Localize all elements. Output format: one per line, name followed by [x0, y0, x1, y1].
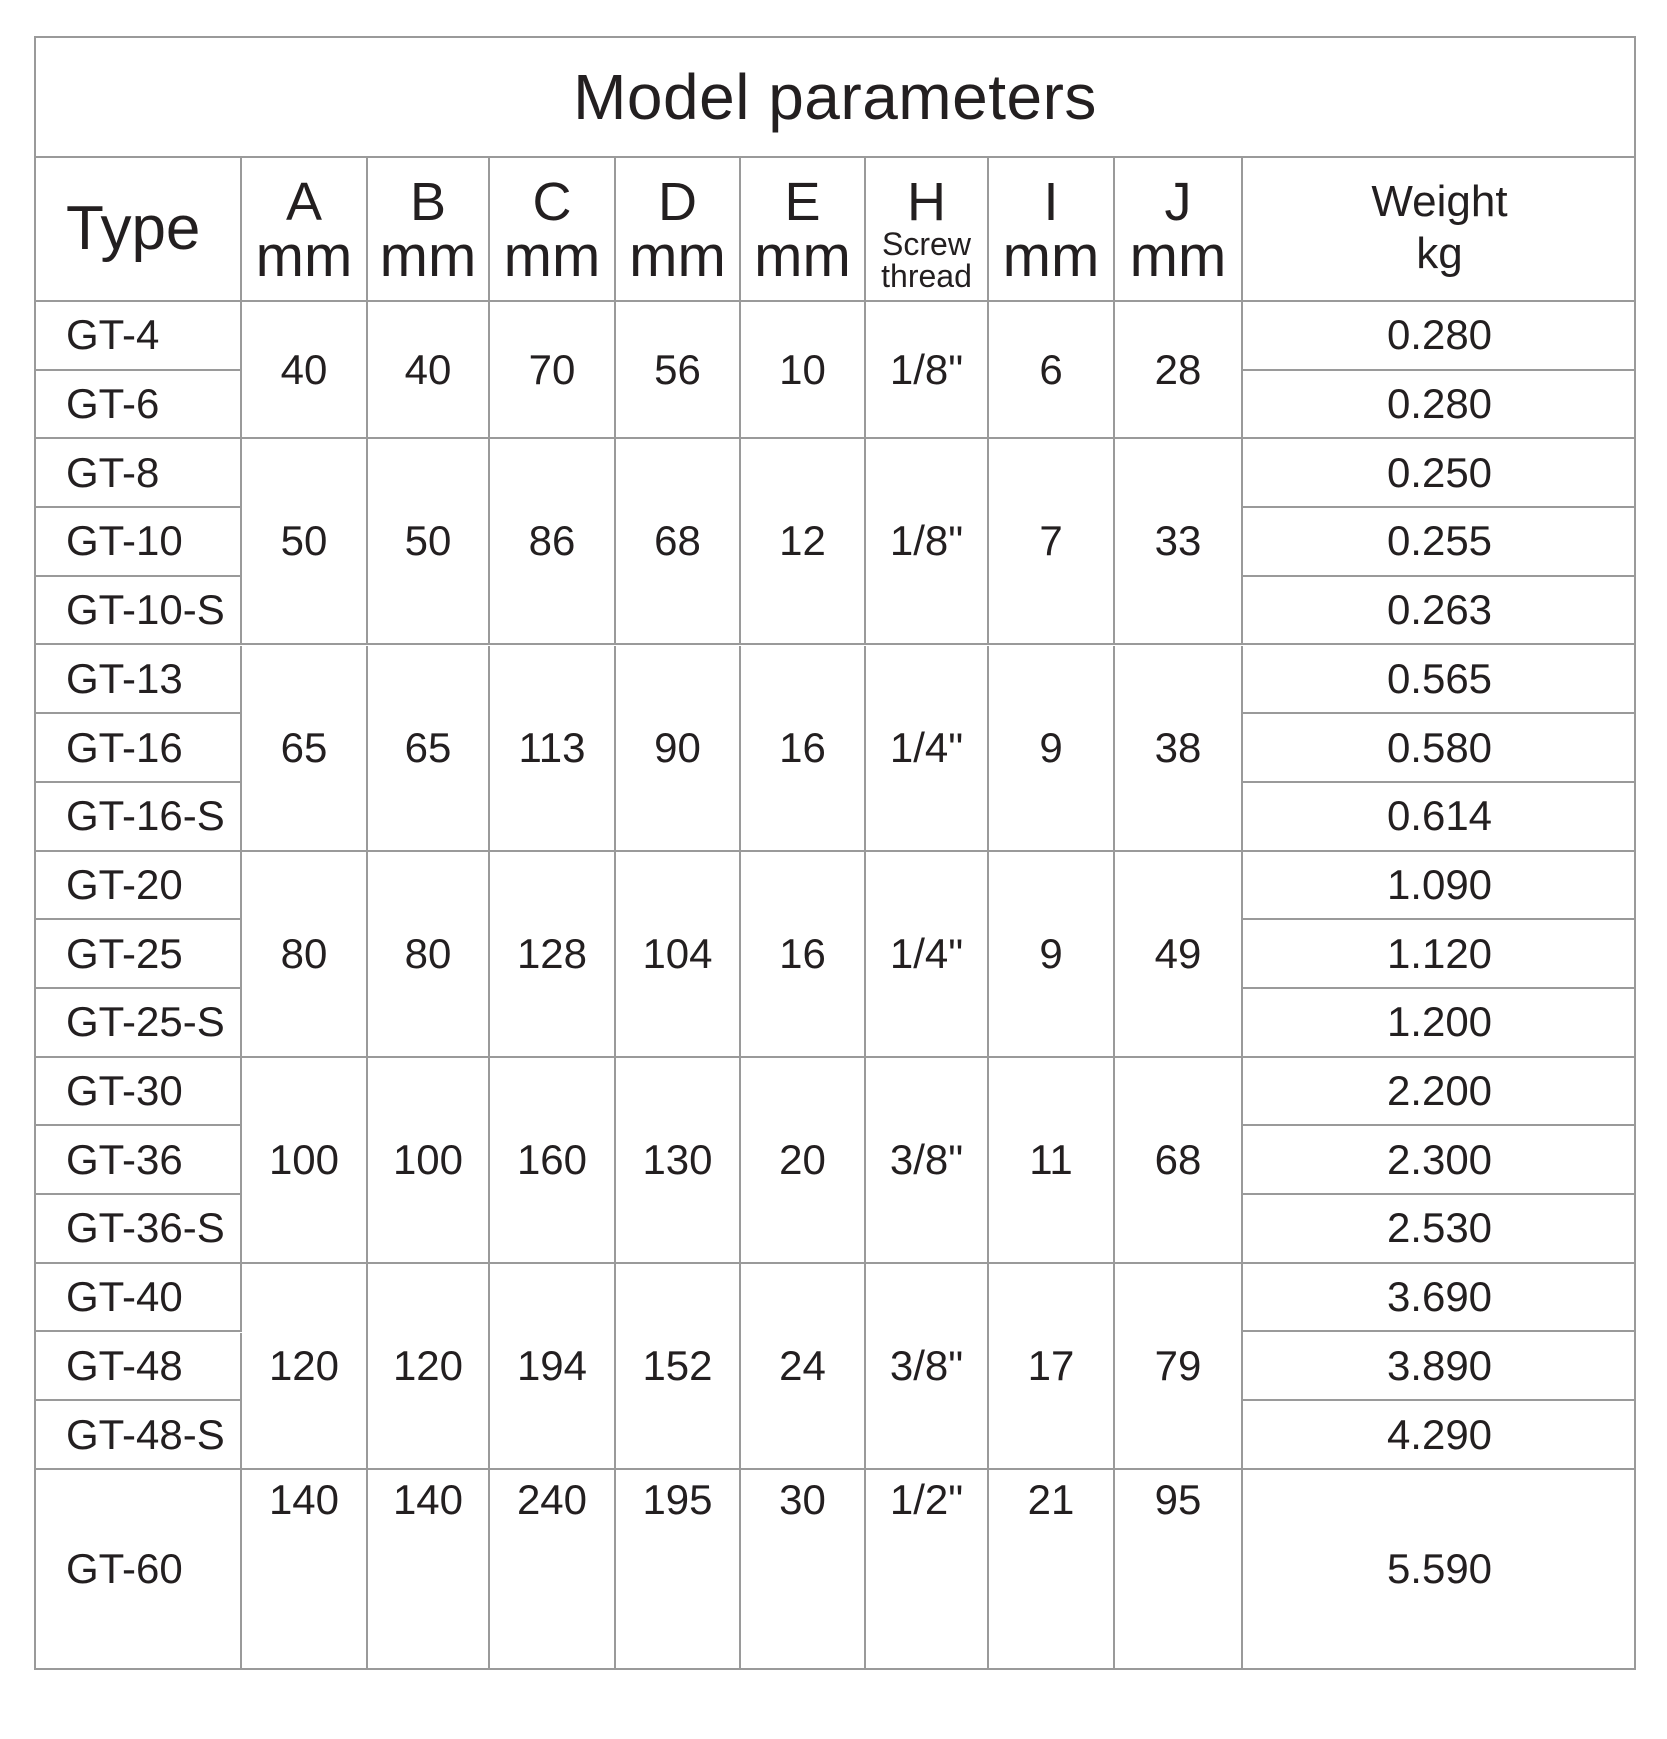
- header-subtext: Screw: [882, 226, 971, 262]
- header-e: [741, 156, 866, 302]
- value-cell-a: 100: [242, 1058, 368, 1264]
- weight-cell: 0.280: [1243, 371, 1636, 440]
- header-unit: mm: [255, 224, 353, 289]
- value-cell-h: 1/4": [866, 646, 989, 852]
- weight-cell: 5.590: [1386, 1544, 1493, 1592]
- value-cell-d: 130: [616, 1058, 741, 1264]
- value-cell-e: 10: [741, 302, 866, 439]
- type-cell: GT-10-S: [36, 577, 242, 646]
- weight-cell: 0.565: [1243, 646, 1636, 715]
- value-cell-i: 11: [989, 1058, 1115, 1264]
- type-cell: GT-10: [36, 508, 242, 577]
- value-cell-e: 16: [741, 852, 866, 1058]
- header-h: [866, 156, 989, 302]
- value-cell-j: 38: [1115, 646, 1243, 852]
- type-cell: GT-36-S: [36, 1195, 242, 1264]
- value-cell-a: 50: [242, 439, 368, 645]
- header-letter: C: [532, 172, 572, 232]
- value-cell-h: 3/8": [866, 1264, 989, 1470]
- value-cell-j: 28: [1115, 302, 1243, 439]
- type-cell: GT-20: [36, 852, 242, 921]
- value-cell-b: 40: [368, 302, 490, 439]
- value-cell-i: 9: [989, 852, 1115, 1058]
- type-cell: GT-48: [36, 1333, 242, 1402]
- weight-cell: 1.090: [1243, 852, 1636, 921]
- type-cell: GT-25: [36, 920, 242, 989]
- value-cell-c: 128: [490, 852, 616, 1058]
- header-letter: B: [409, 172, 447, 232]
- header-d: [616, 156, 741, 302]
- table-title: Model parameters: [573, 61, 1097, 133]
- value-cell-c: 86: [490, 439, 616, 645]
- value-cell-h: 1/8": [866, 439, 989, 645]
- weight-cell: 1.120: [1243, 920, 1636, 989]
- header-j: [1115, 156, 1243, 302]
- value-cell-j: 49: [1115, 852, 1243, 1058]
- type-cell: GT-6: [36, 371, 242, 440]
- value-cell-d: 152: [616, 1264, 741, 1470]
- value-cell-e: 12: [741, 439, 866, 645]
- header-weight-line: kg: [1416, 229, 1463, 278]
- value-cell-i: 9: [989, 646, 1115, 852]
- value-cell-i: 6: [989, 302, 1115, 439]
- value-cell-j: 95: [1115, 1470, 1243, 1668]
- weight-cell: 2.200: [1243, 1058, 1636, 1127]
- value-cell-d: 56: [616, 302, 741, 439]
- value-cell-a: 120: [242, 1264, 368, 1470]
- value-cell-d: 90: [616, 646, 741, 852]
- type-cell: GT-48-S: [36, 1401, 242, 1470]
- weight-cell: 0.263: [1243, 577, 1636, 646]
- header-subtext: thread: [881, 258, 972, 294]
- header-letter: E: [784, 172, 821, 232]
- weight-cell: 0.614: [1243, 783, 1636, 852]
- value-cell-b: 65: [368, 646, 490, 852]
- header-letter: I: [1043, 172, 1059, 232]
- header-a: [242, 156, 368, 302]
- type-cell: GT-36: [36, 1126, 242, 1195]
- weight-cell: 0.580: [1243, 714, 1636, 783]
- value-cell-c: 70: [490, 302, 616, 439]
- value-cell-a: 40: [242, 302, 368, 439]
- weight-cell: 2.530: [1243, 1195, 1636, 1264]
- value-cell-d: 68: [616, 439, 741, 645]
- type-cell: GT-8: [36, 439, 242, 508]
- weight-cell: 1.200: [1243, 989, 1636, 1058]
- value-cell-i: 7: [989, 439, 1115, 645]
- value-cell-b: 100: [368, 1058, 490, 1264]
- value-cell-j: 33: [1115, 439, 1243, 645]
- weight-cell: 3.890: [1243, 1333, 1636, 1402]
- weight-cell: 0.255: [1243, 508, 1636, 577]
- value-cell-j: 68: [1115, 1058, 1243, 1264]
- value-cell-a: 80: [242, 852, 368, 1058]
- type-cell: GT-30: [36, 1058, 242, 1127]
- header-letter: H: [907, 172, 946, 232]
- value-cell-b: 140: [368, 1470, 490, 1668]
- type-cell: GT-16-S: [36, 783, 242, 852]
- value-cell-d: 195: [616, 1470, 741, 1668]
- value-cell-c: 160: [490, 1058, 616, 1264]
- header-unit: mm: [754, 224, 851, 289]
- value-cell-h: 1/8": [866, 302, 989, 439]
- type-cell: GT-13: [36, 646, 242, 715]
- value-cell-c: 194: [490, 1264, 616, 1470]
- header-b: [368, 156, 490, 302]
- value-cell-e: 16: [741, 646, 866, 852]
- value-cell-b: 120: [368, 1264, 490, 1470]
- header-unit: mm: [1129, 224, 1227, 289]
- value-cell-c: 240: [490, 1470, 616, 1668]
- header-letter: D: [658, 172, 697, 232]
- header-letter: J: [1164, 172, 1192, 232]
- value-cell-e: 20: [741, 1058, 866, 1264]
- value-cell-b: 50: [368, 439, 490, 645]
- header-unit: mm: [503, 224, 601, 289]
- value-cell-a: 65: [242, 646, 368, 852]
- weight-cell: 4.290: [1243, 1401, 1636, 1470]
- header-unit: mm: [1002, 224, 1100, 289]
- value-cell-i: 21: [989, 1470, 1115, 1668]
- type-cell: GT-4: [36, 302, 242, 371]
- value-cell-e: 30: [741, 1470, 866, 1668]
- value-cell-c: 113: [490, 646, 616, 852]
- header-i: [989, 156, 1115, 302]
- value-cell-h: 3/8": [866, 1058, 989, 1264]
- weight-cell: 0.250: [1243, 439, 1636, 508]
- value-cell-e: 24: [741, 1264, 866, 1470]
- header-weight: [1243, 156, 1636, 302]
- header-type: Type: [36, 156, 242, 302]
- value-cell-j: 79: [1115, 1264, 1243, 1470]
- type-cell: GT-60: [36, 1470, 242, 1668]
- parameters-table: [34, 36, 1636, 1670]
- type-cell: GT-25-S: [36, 989, 242, 1058]
- header-weight-line: Weight: [1371, 177, 1508, 226]
- value-cell-h: 1/4": [866, 852, 989, 1058]
- weight-cell: 0.280: [1243, 302, 1636, 371]
- value-cell-b: 80: [368, 852, 490, 1058]
- value-cell-a: 140: [242, 1470, 368, 1668]
- value-cell-h: 1/2": [866, 1470, 989, 1668]
- weight-cell: 3.690: [1243, 1264, 1636, 1333]
- header-unit: mm: [379, 224, 477, 289]
- header-letter: A: [285, 172, 323, 232]
- type-cell: GT-16: [36, 714, 242, 783]
- header-unit: mm: [629, 224, 726, 289]
- value-cell-i: 17: [989, 1264, 1115, 1470]
- title-row: [36, 38, 1634, 158]
- header-c: [490, 156, 616, 302]
- type-cell: GT-40: [36, 1264, 242, 1333]
- value-cell-d: 104: [616, 852, 741, 1058]
- weight-cell: 2.300: [1243, 1126, 1636, 1195]
